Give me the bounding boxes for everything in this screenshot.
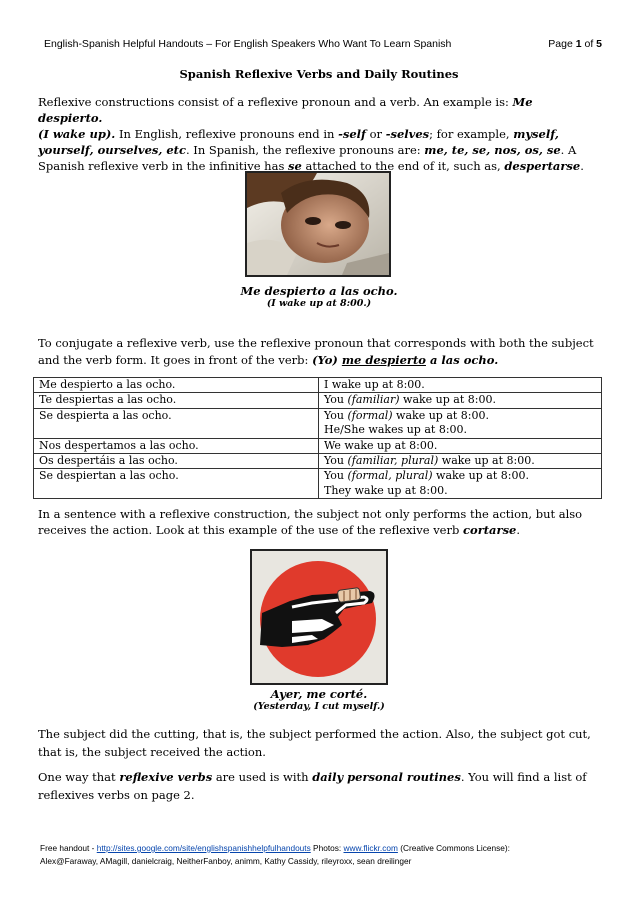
table-cell-spanish: Se despierta a las ocho. — [34, 408, 319, 438]
table-cell-english: I wake up at 8:00. — [319, 378, 602, 393]
photo-credits: Alex@Faraway, AMagill, danielcraig, NeitherFanboy, animm, Kathy Cassidy, rileyroxx, sean dreilinger — [40, 856, 412, 866]
table-row — [34, 438, 602, 453]
waking-boy-photo — [245, 171, 391, 277]
photo2-caption: Ayer, me corté. — [270, 687, 368, 701]
table-cell-english: You (familiar) wake up at 8:00. — [319, 393, 602, 408]
table-row — [34, 469, 602, 499]
page-header — [44, 38, 602, 50]
cut-finger-illustration — [250, 549, 388, 685]
table-cell-english: You (formal) wake up at 8:00. He/She wakes up at 8:00. — [319, 408, 602, 438]
table-cell-spanish: Os despertáis a las ocho. — [34, 454, 319, 469]
flickr-link[interactable]: www.flickr.com — [343, 843, 398, 853]
table-cell-english: We wake up at 8:00. — [319, 438, 602, 453]
handouts-link[interactable]: http://sites.google.com/site/englishspanishhelpfulhandouts — [96, 843, 311, 853]
routines-paragraph: One way that reflexive verbs are used is with daily personal routines. You will find a list of reflexives verbs on page 2. — [38, 770, 587, 802]
header-title: English-Spanish Helpful Handouts – For English Speakers Who Want To Learn Spanish — [44, 38, 452, 50]
page-number: Page 1 of 5 — [548, 38, 602, 50]
table-cell-english: You (formal, plural) wake up at 8:00. They wake up at 8:00. — [319, 469, 602, 499]
conjugate-paragraph: To conjugate a reflexive verb, use the reflexive pronoun that corresponds with both the subject and the verb form. It goes in front of the verb: (Yo) me despierto a las ocho. — [38, 336, 594, 367]
page-title: Spanish Reflexive Verbs and Daily Routines — [179, 67, 459, 81]
photo1-caption: Me despierto a las ocho. — [240, 284, 398, 298]
table-cell-spanish: Me despierto a las ocho. — [34, 378, 319, 393]
page-footer: Free handout - http://sites.google.com/site/englishspanishhelpfulhandouts Photos: www.flickr.com (Creative Commons License): Alex@Faraway, AMagill, danielcraig, NeitherFanboy, animm, Kathy Cassidy, rileyroxx, sean dreilinger — [40, 843, 510, 866]
table-cell-spanish: Te despiertas a las ocho. — [34, 393, 319, 408]
table-cell-spanish: Nos despertamos a las ocho. — [34, 438, 319, 453]
table-row — [34, 393, 602, 408]
table-cell-english: You (familiar, plural) wake up at 8:00. — [319, 454, 602, 469]
table-row — [34, 454, 602, 469]
sentence-paragraph: In a sentence with a reflexive construction, the subject not only performs the action, but also receives the action. Look at this example of the use of the reflexive verb cortarse. — [38, 507, 583, 537]
subject-paragraph: The subject did the cutting, that is, the subject performed the action. Also, the subject got cut, that is, the subject received the action. — [38, 727, 591, 759]
table-row — [34, 408, 602, 438]
intro-paragraph: Reflexive constructions consist of a reflexive pronoun and a verb. An example is: Me despierto. (I wake up). In English, reflexive pronouns end in -self or -selves; for example, myself, yourself, ourselves, etc. In Spanish, the reflexive pronouns are: me, te, se, nos, os, se. A Spanish reflexive verb in the infinitive has se attached to the end of it, such as, despertarse. — [38, 95, 584, 173]
photo2-caption-translation: (Yesterday, I cut myself.) — [253, 701, 385, 712]
table-cell-spanish: Se despiertan a las ocho. — [34, 469, 319, 499]
table-row — [34, 378, 602, 393]
conjugation-table — [33, 377, 602, 499]
photo1-caption-translation: (I wake up at 8:00.) — [266, 298, 372, 309]
